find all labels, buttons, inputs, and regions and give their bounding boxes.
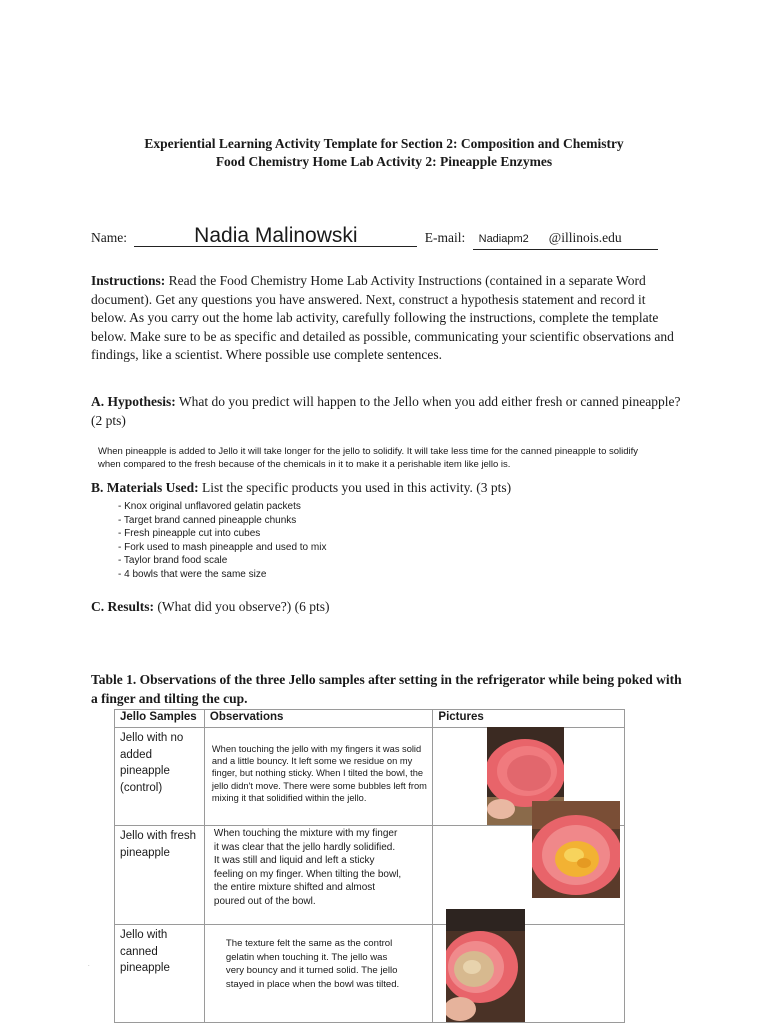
observation-cell bbox=[204, 826, 433, 925]
results-prompt: (What did you observe?) (6 pts) bbox=[157, 599, 330, 614]
document-title-line2: Food Chemistry Home Lab Activity 2: Pineapple Enzymes bbox=[215, 154, 553, 169]
materials-prompt: List the specific products you used in this activity. (3 pts) bbox=[201, 480, 512, 495]
list-item: - Fork used to mash pineapple and used to mix bbox=[118, 541, 327, 553]
observation-text: When touching the jello with my fingers it was solid and a little bouncy. It left some we residue on my finger, but nothing sticky. When I tilted the bowl, the jello didn't move. There were some bubbles left from mixing it that solidified within the jello. bbox=[211, 744, 427, 803]
bowl-icon bbox=[446, 909, 525, 1022]
materials-list bbox=[118, 500, 326, 582]
sample-cell: Jello with fresh pineapple bbox=[115, 826, 205, 925]
name-field[interactable]: Nadia Malinowski bbox=[134, 226, 417, 247]
fresh-pineapple-jello-photo bbox=[532, 801, 620, 898]
column-header: Observations bbox=[204, 710, 433, 728]
document-title-line1: Experiential Learning Activity Template for Section 2: Composition and Chemistry bbox=[144, 136, 624, 151]
instructions-paragraph bbox=[91, 272, 681, 365]
results-label: C. Results: bbox=[91, 599, 154, 614]
table-caption: Table 1. Observations of the three Jello samples after setting in the refrigerator while being poked with a finger and tilting the cup. bbox=[91, 672, 682, 706]
hypothesis-answer: When pineapple is added to Jello it will take longer for the jello to solidify. It will take less time for the canned pineapple to solidify when compared to the fresh because of the chemicals in it to make it a perishable item like jello is. bbox=[98, 446, 639, 470]
table-row bbox=[115, 925, 625, 1023]
bowl-icon bbox=[532, 801, 620, 898]
list-item: - Taylor brand food scale bbox=[118, 555, 228, 567]
name-label: Name: bbox=[91, 230, 127, 245]
hypothesis-prompt: What do you predict will happen to the Jello when you add either fresh or canned pineapple? (2 pts) bbox=[91, 394, 681, 428]
instructions-label: Instructions: bbox=[91, 273, 166, 288]
sample-cell: Jello with canned pineapple bbox=[115, 925, 205, 1023]
observation-text: When touching the mixture with my finger it was clear that the jello hardly solidified. It was still and liquid and left a sticky feeling on my finger. When tilting the bowl, the entire mixture shifted and almost poured out of the bowl. bbox=[213, 828, 402, 907]
observation-text: The texture felt the same as the control gelatin when touching it. The jello was very bouncy and it turned solid. The jello stayed in place when the bowl was tilted. bbox=[225, 938, 400, 990]
stray-mark: . bbox=[88, 962, 90, 968]
name-email-row bbox=[91, 226, 658, 250]
table-header-row bbox=[115, 710, 625, 728]
list-item: - Knox original unflavored gelatin packets bbox=[118, 501, 301, 512]
hypothesis-question bbox=[91, 393, 681, 430]
column-header: Jello Samples bbox=[115, 710, 205, 728]
observation-cell bbox=[204, 925, 433, 1023]
materials-label: B. Materials Used: bbox=[91, 480, 199, 495]
list-item: - Fresh pineapple cut into cubes bbox=[118, 528, 261, 540]
email-domain: @illinois.edu bbox=[548, 230, 622, 245]
results-question bbox=[91, 598, 681, 617]
column-header: Pictures bbox=[433, 710, 625, 728]
email-label: E-mail: bbox=[424, 230, 466, 245]
canned-pineapple-jello-photo bbox=[446, 909, 525, 1022]
hypothesis-label: A. Hypothesis: bbox=[91, 394, 176, 409]
observation-cell bbox=[204, 728, 433, 826]
list-item: - Target brand canned pineapple chunks bbox=[118, 514, 297, 526]
email-field[interactable] bbox=[473, 228, 658, 250]
sample-cell: Jello with no added pineapple (control) bbox=[115, 728, 205, 826]
list-item: - 4 bowls that were the same size bbox=[118, 568, 267, 580]
email-user: Nadiapm2 bbox=[478, 233, 529, 245]
instructions-text: Read the Food Chemistry Home Lab Activity Instructions (contained in a separate Word document). Get any questions you have answered. Next, construct a hypothesis statement and record it below. As you carry out the home lab activity, carefully following the instructions, complete the template below. Make sure to be as specific and detailed as possible, communicating your scientific observations and findings, like a scientist. Where possible use complete sentences. bbox=[91, 273, 674, 362]
materials-question bbox=[91, 479, 681, 498]
